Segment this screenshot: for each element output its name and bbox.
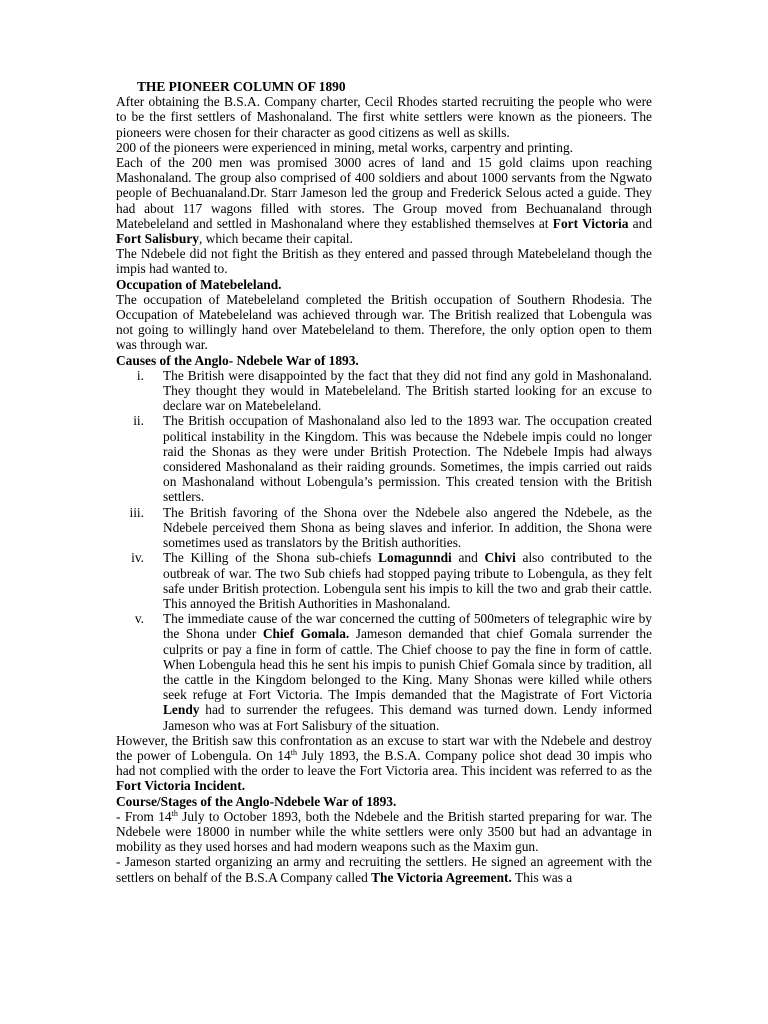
chief-gomala-bold: Chief Gomala. [262,626,350,642]
cause-number: i. [136,367,144,383]
ordinal-suffix: th [171,808,178,818]
cause-text: The British were disappointed by the fact that they did not find any gold in Mashonaland. They thought they would in Matebeleland. The British started looking for an excuse to declare war on Matebeleland. [163,367,652,414]
ordinal-suffix: th [290,747,297,757]
causes-list [116,368,652,733]
however-text-2: July 1893, the B.S.A. Company police shot dead 30 impis who had not complied with the order to leave the Fort Victoria area. This incident was referred to as the [116,747,652,779]
however-paragraph [116,733,652,794]
intro-paragraph-3-end: , which became their capital. [198,231,353,247]
course-text-3: - Jameson started organizing an army and recruiting the settlers. He signed an agreement with the settlers on behalf of the B.S.A Company called [116,854,652,885]
fort-victoria-incident-bold: Fort Victoria Incident. [116,778,246,794]
cause-number: iii. [129,504,144,520]
chivi-bold: Chivi [484,550,516,566]
cause-text-part: and [451,550,485,566]
cause-number: iv. [131,550,144,566]
course-text: - From 14 [116,808,172,824]
fort-victoria-bold: Fort Victoria [552,215,629,231]
course-text-4: This was a [511,869,573,885]
cause-text-part: Jameson demanded that chief Gomala surrender the culprits or pay a fine in form of cattle. The Chief choose to pay the fine in form of cattle. When Lobengula head this he sent his impis to punish Chief Gomala since by tradition, all the cattle in the Kingdom belonged to the King. Many Shonas were killed while others seek refuge at Fort Victoria. The Impis demanded that the Magistrate of Fort Victoria [163,626,653,703]
intro-paragraph-1: After obtaining the B.S.A. Company charter, Cecil Rhodes started recruiting the people who were to be the first settlers of Mashonaland. The first white settlers were known as the pioneers. The pioneers were chosen for their character as good citizens as well as skills. [116,94,652,140]
cause-text-part: had to surrender the refugees. This demand was turned down. Lendy informed Jameson who was at Fort Salisbury of the situation. [163,702,652,733]
cause-text-part: The immediate cause of the war concerned the cutting of 500meters of telegraphic wire by the Shona under [163,611,652,642]
lendy-bold: Lendy [163,702,200,718]
intro-paragraph-3 [116,155,652,246]
cause-text: The British occupation of Mashonaland also led to the 1893 war. The occupation created political instability in the Kingdom. This was because the Ndebele impis could no longer raid the Shonas as they were under British Protection. The Ndebele Impis had always considered Mashonaland as their raiding grounds. Sometimes, the impis carried out raids on Mashonaland without Lobengula’s permission. This created tension with the British settlers. [163,413,652,505]
intro-paragraph-4: The Ndebele did not fight the British as they entered and passed through Matebeleland though the impis had wanted to. [116,246,652,277]
course-heading: Course/Stages of the Anglo-Ndebele War of 1893. [116,793,397,809]
cause-number: v. [134,611,144,627]
victoria-agreement-bold: The Victoria Agreement. [371,869,512,885]
cause-item [116,505,652,551]
occupation-heading: Occupation of Matebeleland. [116,276,282,292]
course-text-2: July to October 1893, both the Ndebele and the British started preparing for war. The Ndebele were 18000 in number while the white settlers were only 3500 but had an advantage in mobility as they used horses and had modern weapons such as the Maxim gun. [116,808,652,855]
causes-heading: Causes of the Anglo- Ndebele War of 1893. [116,352,359,368]
cause-item [116,611,652,733]
cause-text: The British favoring of the Shona over the Ndebele also angered the Ndebele, as the Ndebele perceived them Shona as being slaves and inferior. In addition, the Shona were sometimes used as translators by the British authorities. [163,504,652,551]
intro-paragraph-3-text: Each of the 200 men was promised 3000 acres of land and 15 gold claims upon reaching Mashonaland. The group also comprised of 400 soldiers and about 1000 servants from the Ngwato people of Bechuanaland.Dr. Starr Jameson led the group and Frederick Selous acted a guide. They had about 117 wagons filled with stores. The Group moved from Bechuanaland through Matebeleland and settled in Mashonaland where they established themselves at [116,155,652,231]
course-paragraph-1 [116,809,652,855]
however-text: However, the British saw this confrontation as an excuse to start war with the Ndebele and destroy the power of Lobengula. On 14 [116,732,652,763]
fort-salisbury-bold: Fort Salisbury [116,231,199,247]
cause-number: ii. [133,413,144,429]
occupation-paragraph: The occupation of Matebeleland completed the British occupation of Southern Rhodesia. The Occupation of Matebeleland was achieved through war. The British realized that Lobengula was not going to willingly hand over Matebeleland to them. Therefore, the only option open to them was through war. [116,291,652,353]
course-paragraph-2 [116,854,652,884]
intro-paragraph-3-and: and [628,215,653,231]
cause-text-part: also contributed to the outbreak of war. The two Sub chiefs had stopped paying tribute to Lobengula, as they felt safe under British protection. Lobengula sent his impis to kill the two and grab their cattle. This annoyed the British Authorities in Mashonaland. [163,550,652,611]
cause-text [163,550,652,611]
cause-text [163,611,652,732]
document-title: THE PIONEER COLUMN OF 1890 [137,79,346,94]
cause-item [116,413,652,504]
intro-paragraph-2: 200 of the pioneers were experienced in mining, metal works, carpentry and printing. [116,139,573,155]
cause-item [116,550,652,611]
lomagunndi-bold: Lomagunndi [378,550,452,566]
cause-text-part: The Killing of the Shona sub-chiefs [163,550,379,566]
cause-item [116,368,652,414]
document-body [116,79,652,885]
